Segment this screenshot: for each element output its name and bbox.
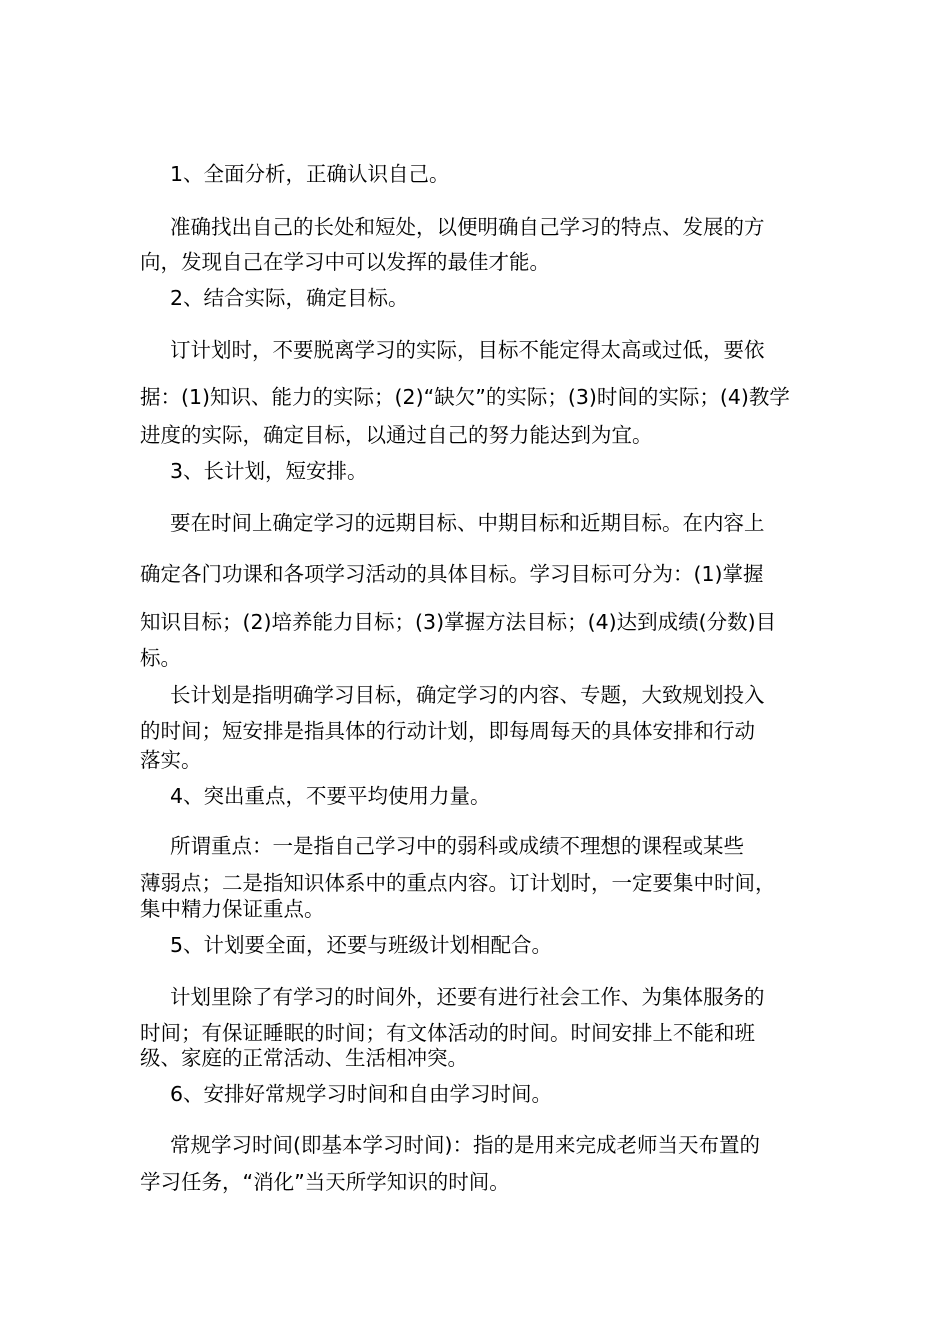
paragraph-line: 要在时间上确定学习的远期目标、中期目标和近期目标。在内容上 [170, 511, 765, 535]
paragraph-line: 进度的实际，确定目标，以通过自己的努力能达到为宜。 [140, 423, 653, 447]
paragraph-line: 计划里除了有学习的时间外，还要有进行社会工作、为集体服务的 [170, 985, 765, 1009]
paragraph-line: 知识目标；(2)培养能力目标；(3)掌握方法目标；(4)达到成绩(分数)目 [140, 610, 777, 634]
paragraph-line: 的时间；短安排是指具体的行动计划，即每周每天的具体安排和行动 [140, 719, 755, 743]
paragraph-line: 集中精力保证重点。 [140, 897, 325, 921]
heading-3: 3、长计划，短安排。 [170, 459, 368, 483]
paragraph-line: 常规学习时间(即基本学习时间)：指的是用来完成老师当天布置的 [170, 1133, 760, 1157]
paragraph-line: 向，发现自己在学习中可以发挥的最佳才能。 [140, 250, 550, 274]
paragraph-line: 时间；有保证睡眠的时间；有文体活动的时间。时间安排上不能和班 [140, 1021, 755, 1045]
paragraph-line: 薄弱点；二是指知识体系中的重点内容。订计划时，一定要集中时间， [140, 871, 776, 895]
heading-1: 1、全面分析，正确认识自己。 [170, 162, 450, 186]
paragraph-line: 据：(1)知识、能力的实际；(2)“缺欠”的实际；(3)时间的实际；(4)教学 [140, 385, 790, 409]
heading-5: 5、计划要全面，还要与班级计划相配合。 [170, 933, 553, 957]
heading-2: 2、结合实际，确定目标。 [170, 286, 409, 310]
paragraph-line: 落实。 [140, 748, 202, 772]
paragraph-line: 准确找出自己的长处和短处，以便明确自己学习的特点、发展的方 [170, 215, 765, 239]
paragraph-line: 级、家庭的正常活动、生活相冲突。 [140, 1046, 468, 1070]
heading-4: 4、突出重点，不要平均使用力量。 [170, 784, 491, 808]
paragraph-line: 标。 [140, 646, 181, 670]
paragraph-line: 所谓重点：一是指自己学习中的弱科或成绩不理想的课程或某些 [170, 834, 744, 858]
heading-6: 6、安排好常规学习时间和自由学习时间。 [170, 1082, 553, 1106]
paragraph-line: 确定各门功课和各项学习活动的具体目标。学习目标可分为：(1)掌握 [140, 562, 764, 586]
paragraph-line: 订计划时，不要脱离学习的实际，目标不能定得太高或过低，要依 [170, 338, 765, 362]
paragraph-line: 学习任务，“消化”当天所学知识的时间。 [140, 1170, 510, 1194]
paragraph-line: 长计划是指明确学习目标，确定学习的内容、专题，大致规划投入 [170, 683, 765, 707]
